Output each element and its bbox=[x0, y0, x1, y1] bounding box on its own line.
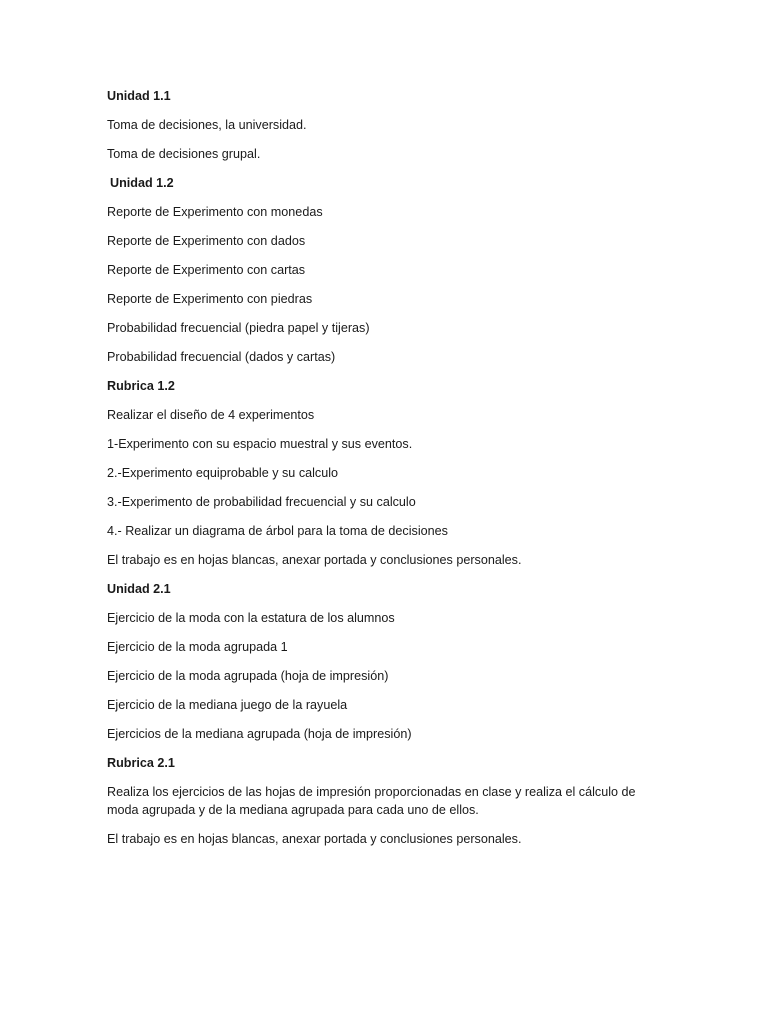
text-line: Reporte de Experimento con monedas bbox=[107, 205, 323, 219]
text-line: El trabajo es en hojas blancas, anexar portada y conclusiones personales. bbox=[107, 553, 522, 567]
heading-unidad-1-2: Unidad 1.2 bbox=[110, 176, 174, 190]
text-line: 1-Experimento con su espacio muestral y sus eventos. bbox=[107, 437, 413, 451]
heading-rubrica-1-2: Rubrica 1.2 bbox=[107, 379, 175, 393]
text-line: Toma de decisiones grupal. bbox=[107, 147, 261, 161]
text-line: Probabilidad frecuencial (piedra papel y tijeras) bbox=[107, 321, 370, 335]
text-line: Toma de decisiones, la universidad. bbox=[107, 118, 307, 132]
text-line: 4.- Realizar un diagrama de árbol para la toma de decisiones bbox=[107, 524, 448, 538]
text-line: Ejercicio de la mediana juego de la rayuela bbox=[107, 698, 348, 712]
text-line: 3.-Experimento de probabilidad frecuencial y su calculo bbox=[107, 495, 416, 509]
text-line: Reporte de Experimento con cartas bbox=[107, 263, 306, 277]
heading-unidad-1-1: Unidad 1.1 bbox=[107, 89, 171, 103]
text-line: Ejercicio de la moda con la estatura de los alumnos bbox=[107, 611, 395, 625]
text-line: Ejercicios de la mediana agrupada (hoja de impresión) bbox=[107, 727, 412, 741]
document-page bbox=[107, 88, 667, 860]
paragraph: Realiza los ejercicios de las hojas de impresión proporcionadas en clase y realiza el cálculo de moda agrupada y de la mediana agrupada para cada uno de ellos. bbox=[107, 785, 636, 817]
text-line: Ejercicio de la moda agrupada 1 bbox=[107, 640, 288, 654]
text-line: Realizar el diseño de 4 experimentos bbox=[107, 408, 315, 422]
text-line: El trabajo es en hojas blancas, anexar portada y conclusiones personales. bbox=[107, 832, 522, 846]
heading-unidad-2-1: Unidad 2.1 bbox=[107, 582, 171, 596]
text-line: Reporte de Experimento con dados bbox=[107, 234, 306, 248]
heading-rubrica-2-1: Rubrica 2.1 bbox=[107, 756, 175, 770]
text-line: Probabilidad frecuencial (dados y cartas) bbox=[107, 350, 336, 364]
text-line: 2.-Experimento equiprobable y su calculo bbox=[107, 466, 339, 480]
text-line: Ejercicio de la moda agrupada (hoja de impresión) bbox=[107, 669, 389, 683]
text-line: Reporte de Experimento con piedras bbox=[107, 292, 313, 306]
